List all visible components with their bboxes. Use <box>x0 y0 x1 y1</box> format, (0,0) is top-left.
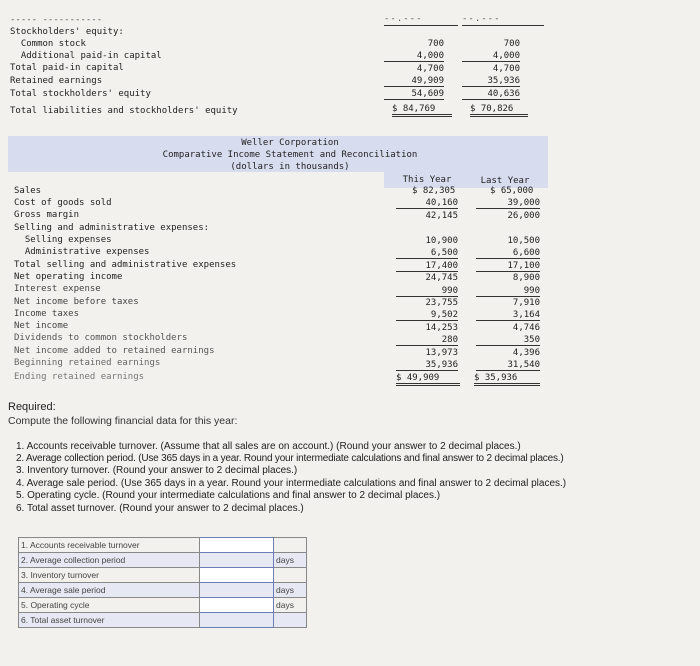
inc-last-12: 350 <box>476 335 540 346</box>
inc-label-14: Beginning retained earnings <box>14 358 161 368</box>
inc-this-4: 10,900 <box>425 236 458 246</box>
required-heading: Required: <box>8 401 56 413</box>
answer-row <box>19 598 307 613</box>
inc-label-11: Net income <box>14 321 69 331</box>
inc-last-1: 39,000 <box>476 198 540 209</box>
inc-last-0: $ 65,000 <box>490 186 534 196</box>
answer-label: 3. Inventory turnover <box>19 568 200 583</box>
bs-label-1: Common stock <box>10 39 86 49</box>
bs-col1-2: 4,000 <box>384 51 444 62</box>
bs-col2-1: 700 <box>503 39 520 49</box>
inc-this-11: 14,253 <box>425 323 458 333</box>
statement-title: Comparative Income Statement and Reconciliation <box>162 150 418 160</box>
answer-unit <box>274 568 307 583</box>
inc-label-9: Net income before taxes <box>14 297 139 307</box>
answer-row <box>19 583 307 598</box>
inc-this-6: 17,400 <box>396 261 458 272</box>
bs-label-4: Retained earnings <box>10 76 103 86</box>
inc-this-1: 40,160 <box>396 198 458 209</box>
inc-label-6: Total selling and administrative expenses <box>14 260 237 270</box>
bs-label-2: Additional paid-in capital <box>10 51 162 61</box>
bs-label-3: Total paid-in capital <box>10 63 124 73</box>
inc-this-2: 42,145 <box>425 211 458 221</box>
bs-col1-3: 4,700 <box>416 64 444 74</box>
answer-input-4[interactable] <box>200 583 274 598</box>
bs-col2-5: 40,636 <box>462 89 520 100</box>
inc-label-5: Administrative expenses <box>14 247 150 257</box>
inc-last-13: 4,396 <box>512 348 540 358</box>
inc-this-14: 35,936 <box>396 360 458 371</box>
answer-row <box>19 568 307 583</box>
inc-last-6: 17,100 <box>476 261 540 272</box>
inc-this-12: 280 <box>396 335 458 346</box>
answer-input-6[interactable] <box>200 613 274 628</box>
inc-last-9: 7,910 <box>512 298 540 308</box>
answer-unit: days <box>274 583 307 598</box>
answer-label: 5. Operating cycle <box>19 598 200 613</box>
answer-input-5[interactable] <box>200 598 274 613</box>
required-item-5: 5. Operating cycle. (Round your intermediate calculations and final answer to 2 decimal places.) <box>16 490 441 501</box>
required-item-1: 1. Accounts receivable turnover. (Assume that all sales are on account.) (Round your answer to 2 decimal places.) <box>16 441 521 452</box>
answer-row <box>19 538 307 553</box>
bs-col1-6: $ 84,769 <box>392 104 452 117</box>
inc-label-3: Selling and administrative expenses: <box>14 223 210 233</box>
inc-label-10: Income taxes <box>14 309 80 319</box>
inc-last-2: 26,000 <box>507 211 540 221</box>
required-item-3: 3. Inventory turnover. (Round your answer to 2 decimal places.) <box>16 465 298 476</box>
inc-this-9: 23,755 <box>425 298 458 308</box>
answer-unit <box>274 538 307 553</box>
inc-label-15: Ending retained earnings <box>14 372 145 382</box>
answer-input-1[interactable] <box>200 538 274 553</box>
inc-label-13: Net income added to retained earnings <box>14 346 215 356</box>
answer-label: 6. Total asset turnover <box>19 613 200 628</box>
required-item-4: 4. Average sale period. (Use 365 days in a year. Round your intermediate calculations and final answer to 2 decimal places.) <box>16 478 567 489</box>
answer-label: 4. Average sale period <box>19 583 200 598</box>
inc-last-4: 10,500 <box>507 236 540 246</box>
bs-col1-5: 54,609 <box>384 89 444 100</box>
bs-col1-4: 49,909 <box>384 76 444 87</box>
inc-last-10: 3,164 <box>476 310 540 321</box>
inc-label-4: Selling expenses <box>14 235 112 245</box>
answer-unit <box>274 613 307 628</box>
inc-last-15: $ 35,936 <box>474 373 540 386</box>
bs-label-6: Total liabilities and stockholders' equity <box>10 106 238 116</box>
inc-this-5: 6,500 <box>396 248 458 259</box>
answer-input-3[interactable] <box>200 568 274 583</box>
company-name: Weller Corporation <box>241 138 339 148</box>
answer-row <box>19 553 307 568</box>
bs-label-0: Stockholders' equity: <box>10 27 124 37</box>
bs-col2-2: 4,000 <box>462 51 520 62</box>
inc-label-8: Interest expense <box>14 284 101 294</box>
inc-this-7: 24,745 <box>425 273 458 283</box>
col-last-year: Last Year <box>480 176 530 186</box>
inc-last-7: 8,900 <box>512 273 540 283</box>
bs-col2-3: 4,700 <box>492 64 520 74</box>
inc-this-10: 9,502 <box>396 310 458 321</box>
inc-label-0: Sales <box>14 186 42 196</box>
inc-label-12: Dividends to common stockholders <box>14 333 188 343</box>
answer-table <box>18 537 307 628</box>
inc-this-8: 990 <box>396 286 458 297</box>
bs-col1-1: 700 <box>427 39 444 49</box>
col2-dash: --.--- <box>462 14 501 24</box>
answer-label: 1. Accounts receivable turnover <box>19 538 200 553</box>
inc-this-15: $ 49,909 <box>396 373 460 386</box>
inc-last-8: 990 <box>476 286 540 297</box>
inc-this-0: $ 82,305 <box>412 186 456 196</box>
inc-label-1: Cost of goods sold <box>14 198 112 208</box>
bs-col2-4: 35,936 <box>462 76 520 87</box>
inc-label-7: Net operating income <box>14 272 123 282</box>
required-item-2: 2. Average collection period. (Use 365 days in a year. Round your intermediate calculations and final answer to 2 decimal places.) <box>16 453 564 464</box>
statement-units: (dollars in thousands) <box>230 162 350 172</box>
inc-last-11: 4,746 <box>512 323 540 333</box>
bs-col2-6: $ 70,826 <box>470 104 528 117</box>
inc-last-14: 31,540 <box>476 360 540 371</box>
required-item-6: 6. Total asset turnover. (Round your answer to 2 decimal places.) <box>16 503 304 514</box>
inc-label-2: Gross margin <box>14 210 80 220</box>
top-dashes: ----- ----------- <box>10 15 103 25</box>
required-intro: Compute the following financial data for this year: <box>8 415 238 427</box>
answer-input-2[interactable] <box>200 553 274 568</box>
inc-this-13: 13,973 <box>425 348 458 358</box>
answer-label: 2. Average collection period <box>19 553 200 568</box>
col1-dash: --.--- <box>384 14 423 24</box>
answer-unit: days <box>274 553 307 568</box>
answer-unit: days <box>274 598 307 613</box>
bs-label-5: Total stockholders' equity <box>10 89 151 99</box>
answer-row <box>19 613 307 628</box>
col-this-year: This Year <box>402 175 452 185</box>
inc-last-5: 6,600 <box>476 248 540 259</box>
